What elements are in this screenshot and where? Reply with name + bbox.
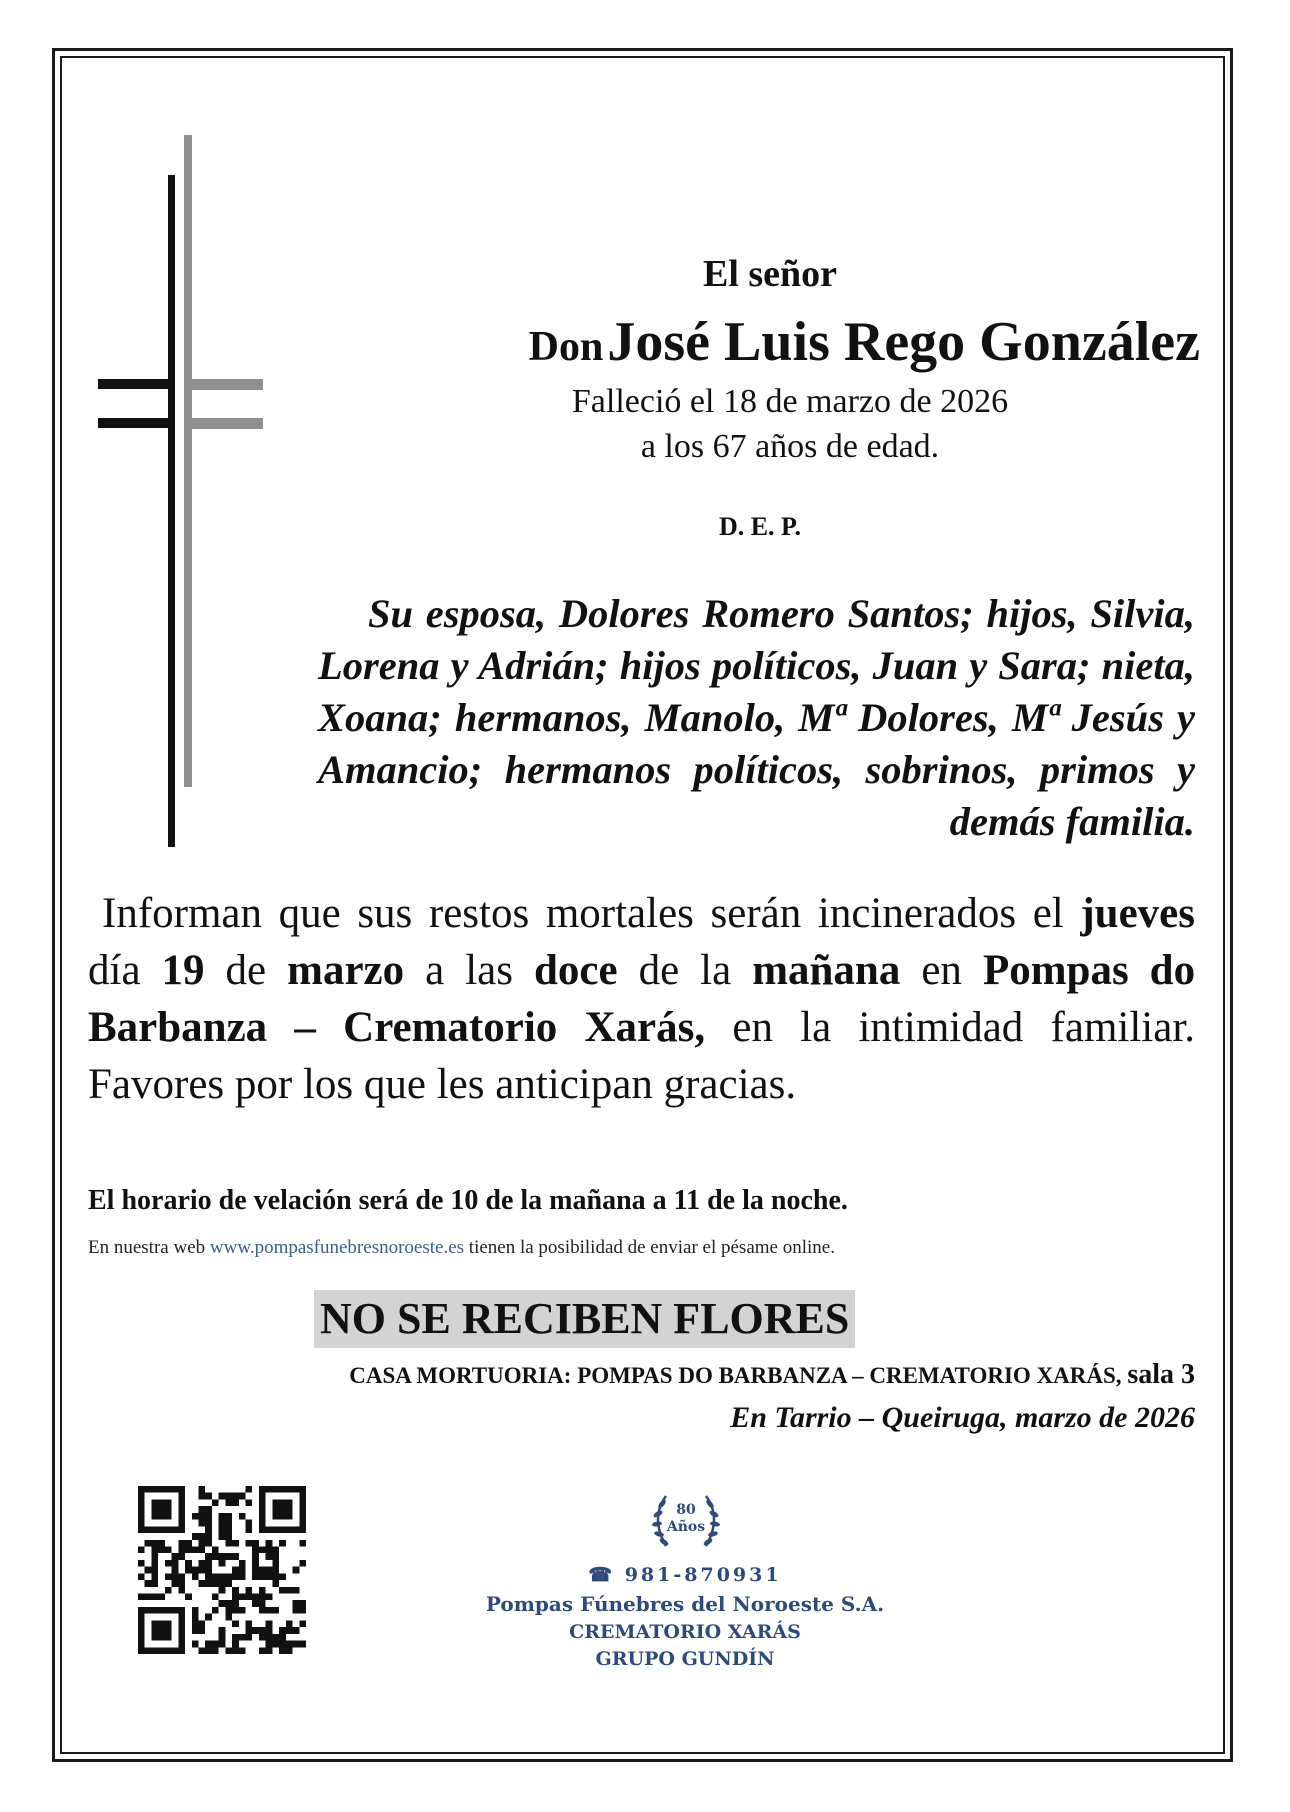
- wake-schedule: El horario de velación será de 10 de la mañana a 11 de la noche.: [88, 1185, 848, 1216]
- group-name: GRUPO GUNDÍN: [595, 1648, 775, 1670]
- no-flowers-notice: NO SE RECIBEN FLORES: [314, 1290, 855, 1348]
- ceremony-text: Informan que sus restos mortales serán incinerados el: [102, 890, 1064, 937]
- anniversary-logo: [636, 1488, 736, 1558]
- ceremony-text: en: [921, 947, 962, 994]
- honorific: Don: [528, 324, 604, 370]
- family-paragraph: Su esposa, Dolores Romero Santos; hijos, Silvia, Lorena y Adrián; hijos políticos, Juan y Sara; nieta, Xoana; hermanos, Manolo, Mª Dolores, Mª Jesús y Amancio; hermanos políticos, sobrinos, primos y demás familia.: [318, 591, 1195, 844]
- qr-code[interactable]: [138, 1486, 306, 1654]
- ceremony-date: 19: [161, 947, 205, 994]
- web-suffix: tienen la posibilidad de enviar el pésame online.: [468, 1237, 835, 1258]
- crematorium-name: CREMATORIO XARÁS: [569, 1621, 801, 1643]
- web-prefix: En nuestra web: [88, 1237, 206, 1258]
- ceremony-venue: Pompas do Barbanza – Crematorio Xarás,: [88, 947, 1196, 1051]
- ceremony-text: día: [88, 947, 141, 994]
- rip-line: D. E. P.: [718, 512, 802, 541]
- company-name: Pompas Fúnebres del Noroeste S.A.: [485, 1592, 885, 1616]
- title-line: El señor: [702, 253, 838, 295]
- deceased-name-line: [320, 310, 1200, 374]
- logo-text: Años: [666, 1519, 706, 1535]
- ceremony-month: marzo: [287, 947, 405, 994]
- ceremony-text: de: [225, 947, 267, 994]
- venue-room: sala 3: [1127, 1359, 1195, 1390]
- deceased-name: José Luis Rego González: [607, 311, 1200, 373]
- ceremony-period: mañana: [752, 947, 901, 994]
- phone-icon: ☎: [588, 1564, 616, 1586]
- phone-number: 981-870931: [624, 1564, 782, 1586]
- web-condolence-line: [88, 1237, 1198, 1259]
- death-date: Falleció el 18 de marzo de 2026: [571, 383, 1009, 420]
- ceremony-text: a las: [425, 947, 513, 994]
- ceremony-hour: doce: [533, 947, 618, 994]
- ceremony-text: de la: [638, 947, 732, 994]
- place-date: En Tarrio – Queiruga, marzo de 2026: [730, 1401, 1195, 1434]
- venue-name: CASA MORTUORIA: POMPAS DO BARBANZA – CREMATORIO XARÁS,: [349, 1363, 1122, 1388]
- website-link[interactable]: www.pompasfunebresnoroeste.es: [209, 1237, 465, 1258]
- phone-line[interactable]: [420, 1564, 950, 1586]
- ceremony-day: jueves: [1080, 890, 1195, 937]
- ceremony-text: en la intimidad familiar. Favores por los que les anticipan gracias.: [88, 1004, 1196, 1108]
- venue-line: [100, 1359, 1195, 1391]
- logo-number: 80: [676, 1502, 696, 1518]
- ceremony-paragraph: [88, 885, 1195, 1113]
- age-line: a los 67 años de edad.: [640, 428, 940, 465]
